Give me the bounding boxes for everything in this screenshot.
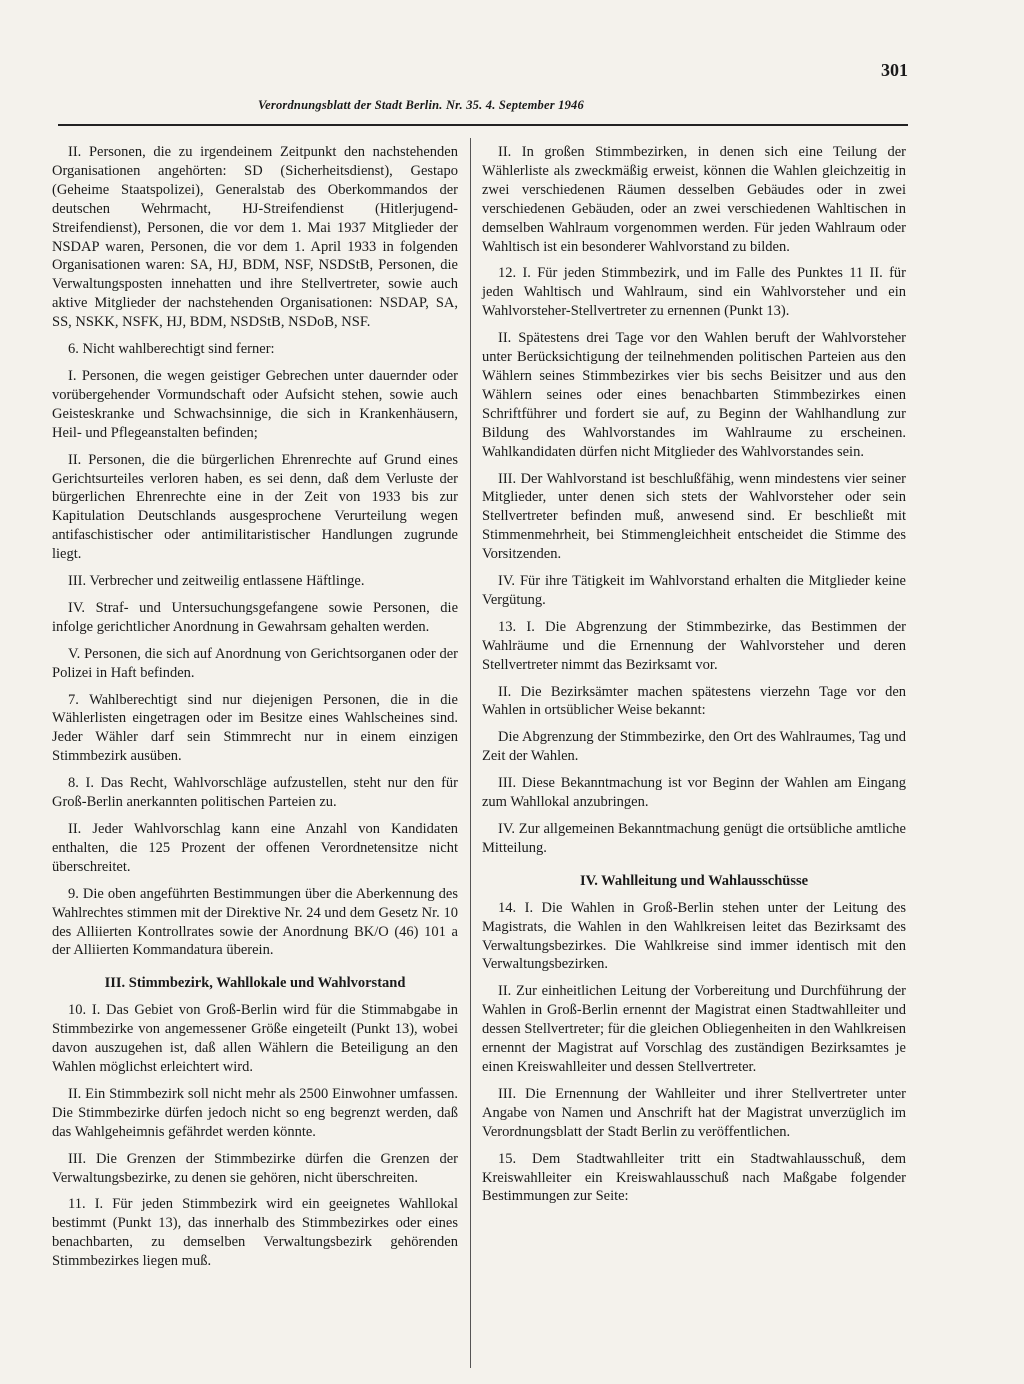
paragraph: IV. Zur allgemeinen Bekanntmachung genügt die ortsübliche amtliche Mitteilung.: [482, 821, 906, 856]
paragraph: III. Die Ernennung der Wahlleiter und ihrer Stellvertreter unter Angabe von Namen und Anschrift hat der Magistrat unverzüglich im Verordnungsblatt der Stadt Berlin zu veröffentlichen.: [482, 1085, 906, 1140]
paragraph: I. Personen, die wegen geistiger Gebrechen unter dauernder oder vorübergehender Vormundschaft oder Aufsicht stehen, sowie auch Geisteskranke und Schwachsinnige, die sich in Krankenhäusern, Heil- und Pflegeanstalten befinden;: [52, 367, 458, 441]
paragraph: 15. Dem Stadtwahlleiter tritt ein Stadtwahlausschuß, dem Kreiswahlleiter ein Kreiswahlausschuß nach Maßgabe folgender Bestimmungen zur Seite:: [482, 1150, 906, 1205]
paragraph: 12. I. Für jeden Stimmbezirk, und im Falle des Punktes 11 II. für jeden Wahltisch und Wahlraum, sind ein Wahlvorsteher und ein Wahlvorsteher-Stellvertreter zu ernennen (Punkt 13).: [482, 265, 906, 320]
paragraph: IV. Straf- und Untersuchungsgefangene sowie Personen, die infolge gerichtlicher Anordnung in Gewahrsam gehalten werden.: [52, 599, 458, 635]
paragraph: V. Personen, die sich auf Anordnung von Gerichtsorganen oder der Polizei in Haft befinden.: [52, 645, 458, 681]
paragraph: Die Abgrenzung der Stimmbezirke, den Ort des Wahlraumes, Tag und Zeit der Wahlen.: [482, 729, 906, 765]
paragraph: 9. Die oben angeführten Bestimmungen über die Aberkennung des Wahlrechtes stimmen mit der Direktive Nr. 24 und dem Gesetz Nr. 10 des Alliierten Kontrollrates sowie der Anordnung BK/O (46) 101 a der Alliierten Kommandatura überein.: [52, 885, 458, 959]
paragraph: 11. I. Für jeden Stimmbezirk wird ein geeignetes Wahllokal bestimmt (Punkt 13), das innerhalb des Stimmbezirkes oder eines benachbarten, zu demselben Verwaltungsbezirk gehörenden Stimmbezirkes liegen muß.: [52, 1196, 458, 1270]
paragraph: 7. Wahlberechtigt sind nur diejenigen Personen, die in die Wählerlisten eingetragen oder im Besitze eines Wahlscheines sind. Jeder Wähler darf sein Stimmrecht nur in einem einzigen Stimmbezirk ausüben.: [52, 691, 458, 765]
paragraph: II. Spätestens drei Tage vor den Wahlen beruft der Wahlvorsteher unter Berücksichtigung der teilnehmenden politischen Parteien aus den Wählern seines Stimmbezirkes vier bis sechs Beisitzer und aus den Wählern seines oder eines benachbarten Stimmbezirkes einen Schriftführer und fordert sie auf, zu Beginn der Wahlhandlung zur Bildung des Wahlvorstandes im Wahlraume zu erscheinen. Wahlkandidaten dürfen nicht Mitglieder des Wahlvorstandes sein.: [482, 330, 906, 460]
paragraph: III. Der Wahlvorstand ist beschlußfähig, wenn mindestens vier seiner Mitglieder, unter denen sich stets der Wahlvorsteher oder sein Stellvertreter befinden muß, anwesend sind. Er beschließt mit Stimmenmehrheit, bei Stimmengleichheit entscheidet die Stimme des Vorsitzenden.: [482, 470, 906, 563]
paragraph: 10. I. Das Gebiet von Groß-Berlin wird für die Stimmabgabe in Stimmbezirke von angemessener Größe eingeteilt (Punkt 13), wobei davon auszugehen ist, daß allen Wählern die Beteiligung an den Wahlen möglichst erleichtert wird.: [52, 1002, 458, 1075]
header-rule: [58, 124, 908, 126]
paragraph: II. Ein Stimmbezirk soll nicht mehr als 2500 Einwohner umfassen. Die Stimmbezirke dürfen jedoch nicht so eng begrenzt werden, daß das Wahlgeheimnis gefährdet werden könnte.: [52, 1085, 458, 1140]
paragraph: II. Personen, die zu irgendeinem Zeitpunkt den nachstehenden Organisationen angehörten: SD (Sicherheitsdienst), Gestapo (Geheime Staatspolizei), Generalstab des Oberkommandos der deutschen Wehrmacht, HJ-Streifendienst (Hitlerjugend-Streifendienst), Personen, die vor dem 1. Mai 1937 Mitglieder der NSDAP waren, Personen, die vor dem 1. April 1933 in folgenden Organisationen waren: SA, HJ, BDM, NSF, NSDStB, Personen, die Verwaltungsposten innehatten und ihre Stellvertreter, sowie auch aktive Mitglieder der nachstehenden Organisationen: NSDAP, SA, SS, NSKK, NSFK, HJ, BDM, NSDStB, NSDoB, NSF.: [52, 144, 458, 331]
paragraph: II. Die Bezirksämter machen spätestens vierzehn Tage vor den Wahlen in ortsüblicher Weise bekannt:: [482, 683, 906, 719]
paragraph: 8. I. Das Recht, Wahlvorschläge aufzustellen, steht nur den für Groß-Berlin anerkannten politischen Parteien zu.: [52, 775, 458, 811]
paragraph: III. Die Grenzen der Stimmbezirke dürfen die Grenzen der Verwaltungsbezirke, zu denen sie gehören, nicht überschreiten.: [52, 1150, 458, 1186]
paragraph: 14. I. Die Wahlen in Groß-Berlin stehen unter der Leitung des Magistrats, die Wahlen in den Wahlkreisen leitet das Bezirksamt des Verwaltungsbezirkes. Die Wahlkreise sind immer identisch mit den Verwaltungsbezirken.: [482, 899, 906, 973]
paragraph: III. Diese Bekanntmachung ist vor Beginn der Wahlen am Eingang zum Wahllokal anzubringen.: [482, 775, 906, 811]
paragraph: III. Verbrecher und zeitweilig entlassene Häftlinge.: [68, 573, 365, 590]
right-column: [482, 143, 906, 1214]
paragraph: II. Personen, die die bürgerlichen Ehrenrechte auf Grund eines Gerichtsurteiles verloren haben, es sei denn, daß dem Verluste der bürgerlichen Ehrenrechte eine in der Zeit von 1933 bis zur Kapitulation Deutschlands ausgesprochene Verurteilung wegen antifaschistischer oder antimilitaristischer Handlungen zugrunde liegt.: [52, 451, 458, 563]
paragraph: IV. Für ihre Tätigkeit im Wahlvorstand erhalten die Mitglieder keine Vergütung.: [482, 573, 906, 608]
page-number: 301: [881, 60, 908, 80]
paragraph: 13. I. Die Abgrenzung der Stimmbezirke, das Bestimmen der Wahlräume und die Ernennung der Wahlvorsteher und deren Stellvertreter nimmt das Bezirksamt vor.: [482, 618, 906, 673]
paragraph: II. In großen Stimmbezirken, in denen sich eine Teilung der Wählerliste als zweckmäßig erweist, können die Wahlen gleichzeitig in zwei verschiedenen Räumen desselben Gebäudes oder in zwei verschiedenen Gebäuden, oder an zwei verschiedenen Wahltischen in demselben Wahlraum vorgenommen werden. Für jeden Wahlraum oder Wahltisch ist ein besonderer Wahlvorstand zu bilden.: [482, 144, 906, 255]
section-heading: III. Stimmbezirk, Wahllokale und Wahlvorstand: [104, 975, 406, 992]
paragraph: II. Zur einheitlichen Leitung der Vorbereitung und Durchführung der Wahlen in Groß-Berlin ernennt der Magistrat einen Stadtwahlleiter und dessen Stellvertreter; für die gleichen Obliegenheiten in den Wahlkreisen ernennt der Magistrat auf Vorschlag des zuständigen Bezirksamtes je einen Kreiswahlleiter und dessen Stellvertreter.: [482, 983, 906, 1075]
left-column: [52, 143, 458, 1279]
paragraph: 6. Nicht wahlberechtigt sind ferner:: [68, 341, 275, 358]
section-heading: IV. Wahlleitung und Wahlausschüsse: [579, 872, 809, 889]
paragraph: II. Jeder Wahlvorschlag kann eine Anzahl von Kandidaten enthalten, die 125 Prozent der offenen Verordnetensitze nicht überschreitet.: [52, 821, 458, 875]
column-divider: [470, 138, 471, 1368]
running-header: Verordnungsblatt der Stadt Berlin. Nr. 35. 4. September 1946: [258, 98, 584, 112]
